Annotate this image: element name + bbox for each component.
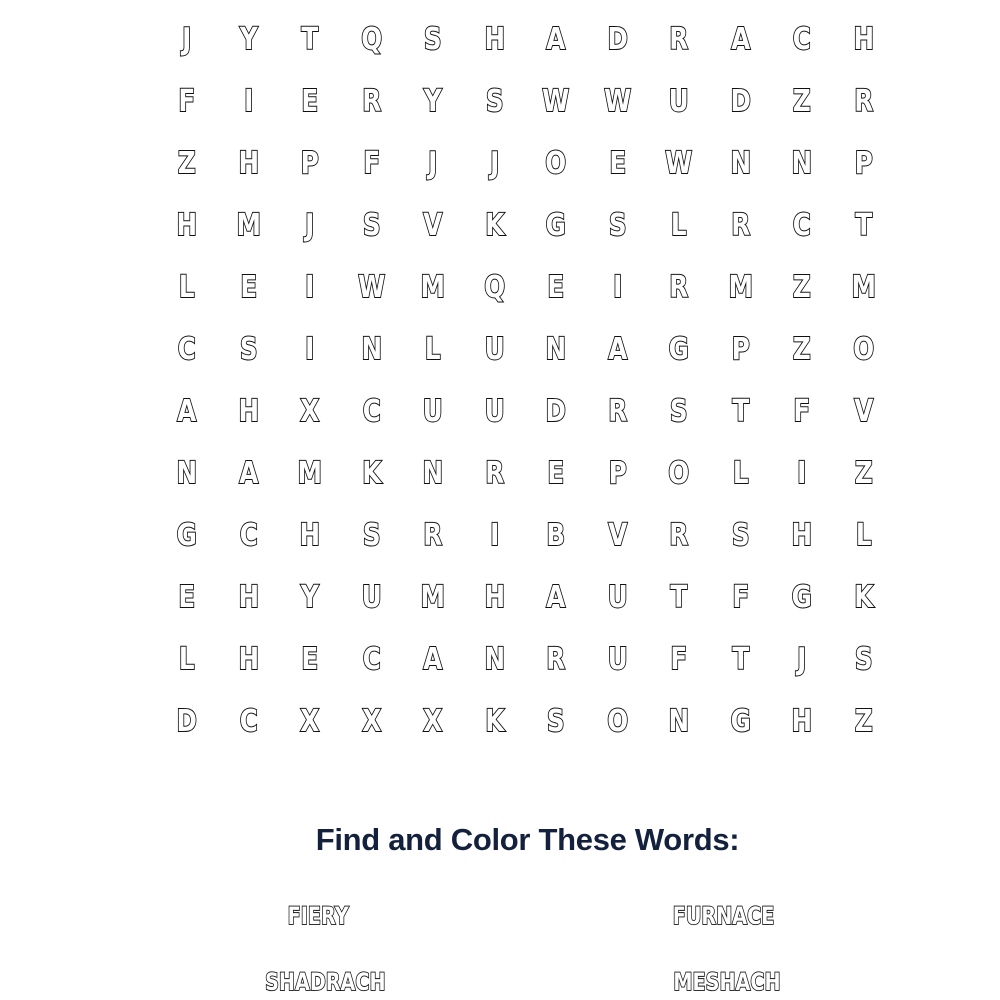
grid-letter: A: [546, 579, 566, 615]
grid-letter: E: [301, 83, 319, 119]
grid-letter: F: [793, 393, 811, 429]
grid-letter: R: [669, 517, 689, 553]
grid-letter: K: [484, 207, 504, 243]
grid-letter: W: [357, 269, 385, 305]
grid-letter: R: [607, 393, 627, 429]
grid-letter: G: [791, 579, 812, 615]
grid-letter: J: [797, 641, 807, 677]
grid-letter: U: [668, 83, 689, 119]
grid-letter: X: [423, 703, 443, 739]
grid-letter: X: [361, 703, 381, 739]
grid-letter: O: [545, 145, 567, 181]
grid-letter: Q: [483, 269, 505, 305]
grid-letter: M: [728, 269, 753, 305]
grid-letter: R: [730, 207, 750, 243]
grid-letter: H: [852, 21, 874, 57]
grid-letter: E: [178, 579, 196, 615]
grid-letter: M: [851, 269, 876, 305]
grid-letter: Y: [239, 21, 258, 57]
grid-letter: S: [546, 703, 565, 739]
grid-letter: F: [362, 145, 380, 181]
grid-letter: U: [607, 579, 628, 615]
word-item: MESHACH: [673, 968, 781, 996]
grid-letter: B: [546, 517, 566, 553]
grid-letter: I: [305, 331, 315, 367]
grid-letter: D: [730, 83, 751, 119]
grid-letter: H: [791, 517, 813, 553]
grid-letter: S: [485, 83, 504, 119]
grid-letter: J: [489, 145, 499, 181]
grid-letter: G: [668, 331, 689, 367]
grid-letter: V: [423, 207, 443, 243]
grid-letter: U: [361, 579, 382, 615]
grid-letter: C: [792, 21, 811, 57]
grid-letter: Q: [360, 21, 382, 57]
grid-letter: S: [669, 393, 688, 429]
grid-letter: S: [854, 641, 873, 677]
grid-letter: P: [300, 145, 319, 181]
grid-letter: F: [731, 579, 749, 615]
grid-letter: T: [854, 207, 872, 243]
grid-letter: E: [301, 641, 319, 677]
grid-letter: A: [607, 331, 627, 367]
grid-letter: J: [305, 207, 315, 243]
grid-letter: C: [239, 517, 258, 553]
grid-letter: H: [237, 145, 259, 181]
grid-letter: G: [730, 703, 751, 739]
grid-letter: S: [239, 331, 258, 367]
grid-letter: E: [547, 269, 565, 305]
grid-letter: N: [360, 331, 382, 367]
grid-letter: H: [483, 579, 505, 615]
grid-letter: S: [362, 517, 381, 553]
grid-letter: O: [606, 703, 628, 739]
grid-letter: K: [484, 703, 504, 739]
grid-letter: G: [176, 517, 197, 553]
grid-letter: H: [237, 579, 259, 615]
grid-letter: P: [731, 331, 750, 367]
grid-letter: E: [239, 269, 257, 305]
grid-letter: R: [423, 517, 443, 553]
grid-letter: F: [178, 83, 196, 119]
grid-letter: J: [428, 145, 438, 181]
grid-letter: N: [729, 145, 751, 181]
word-list-heading: Find and Color These Words:: [315, 822, 740, 857]
grid-letter: L: [178, 641, 195, 677]
grid-letter: R: [484, 455, 504, 491]
grid-letter: I: [612, 269, 622, 305]
grid-letter: M: [297, 455, 322, 491]
grid-letter: A: [730, 21, 750, 57]
grid-letter: M: [420, 269, 445, 305]
grid-letter: F: [670, 641, 688, 677]
grid-letter: D: [545, 393, 566, 429]
grid-letter: K: [361, 455, 381, 491]
grid-letter: R: [669, 269, 689, 305]
grid-letter: R: [853, 83, 873, 119]
grid-letter: P: [608, 455, 627, 491]
grid-letter: Z: [792, 331, 811, 367]
grid-letter: S: [608, 207, 627, 243]
grid-letter: C: [362, 641, 381, 677]
grid-letter: H: [237, 393, 259, 429]
grid-letter: R: [669, 21, 689, 57]
grid-letter: S: [362, 207, 381, 243]
grid-letter: I: [489, 517, 499, 553]
grid-letter: Y: [423, 83, 442, 119]
grid-letter: V: [853, 393, 873, 429]
grid-letter: N: [483, 641, 505, 677]
grid-letter: I: [797, 455, 807, 491]
grid-letter: N: [176, 455, 198, 491]
grid-letter: J: [182, 21, 192, 57]
grid-letter: H: [176, 207, 198, 243]
grid-letter: E: [547, 455, 565, 491]
grid-letter: G: [545, 207, 566, 243]
grid-letter: X: [300, 393, 320, 429]
grid-letter: I: [305, 269, 315, 305]
grid-letter: S: [731, 517, 750, 553]
grid-letter: W: [542, 83, 570, 119]
grid-letter: T: [301, 21, 319, 57]
grid-letter: T: [670, 579, 688, 615]
grid-letter: Z: [854, 703, 873, 739]
grid-letter: A: [177, 393, 197, 429]
grid-letter: H: [791, 703, 813, 739]
grid-letter: H: [299, 517, 321, 553]
grid-letter: Z: [792, 83, 811, 119]
grid-letter: C: [792, 207, 811, 243]
grid-letter: V: [607, 517, 627, 553]
grid-letter: C: [177, 331, 196, 367]
grid-letter: U: [607, 641, 628, 677]
grid-letter: P: [854, 145, 873, 181]
grid-letter: N: [545, 331, 567, 367]
grid-letter: Z: [854, 455, 873, 491]
grid-letter: W: [603, 83, 631, 119]
grid-letter: L: [178, 269, 195, 305]
grid-letter: A: [546, 21, 566, 57]
grid-letter: D: [607, 21, 628, 57]
grid-letter: X: [300, 703, 320, 739]
grid-letter: M: [236, 207, 261, 243]
grid-letter: Z: [792, 269, 811, 305]
grid-letter: R: [361, 83, 381, 119]
grid-letter: N: [668, 703, 690, 739]
word-item: FURNACE: [672, 902, 775, 930]
word-item: FIERY: [287, 902, 349, 930]
grid-letter: L: [855, 517, 872, 553]
grid-letter: U: [484, 331, 505, 367]
grid-letter: N: [422, 455, 444, 491]
grid-letter: K: [853, 579, 873, 615]
grid-letter: O: [852, 331, 874, 367]
letter-grid: [156, 8, 894, 752]
word-item: SHADRACH: [265, 968, 386, 996]
grid-letter: T: [731, 393, 749, 429]
grid-letter: I: [243, 83, 253, 119]
grid-letter: H: [483, 21, 505, 57]
grid-letter: U: [484, 393, 505, 429]
grid-letter: R: [546, 641, 566, 677]
grid-letter: D: [176, 703, 197, 739]
grid-letter: C: [239, 703, 258, 739]
grid-letter: O: [668, 455, 690, 491]
grid-letter: L: [670, 207, 687, 243]
grid-letter: M: [420, 579, 445, 615]
grid-letter: E: [608, 145, 626, 181]
grid-letter: N: [791, 145, 813, 181]
grid-letter: L: [424, 331, 441, 367]
grid-letter: Z: [177, 145, 196, 181]
grid-letter: A: [238, 455, 258, 491]
grid-letter: W: [665, 145, 693, 181]
grid-letter: C: [362, 393, 381, 429]
grid-letter: S: [423, 21, 442, 57]
grid-letter: L: [732, 455, 749, 491]
grid-letter: U: [422, 393, 443, 429]
grid-letter: A: [423, 641, 443, 677]
grid-letter: T: [731, 641, 749, 677]
grid-letter: Y: [300, 579, 319, 615]
grid-letter: H: [237, 641, 259, 677]
